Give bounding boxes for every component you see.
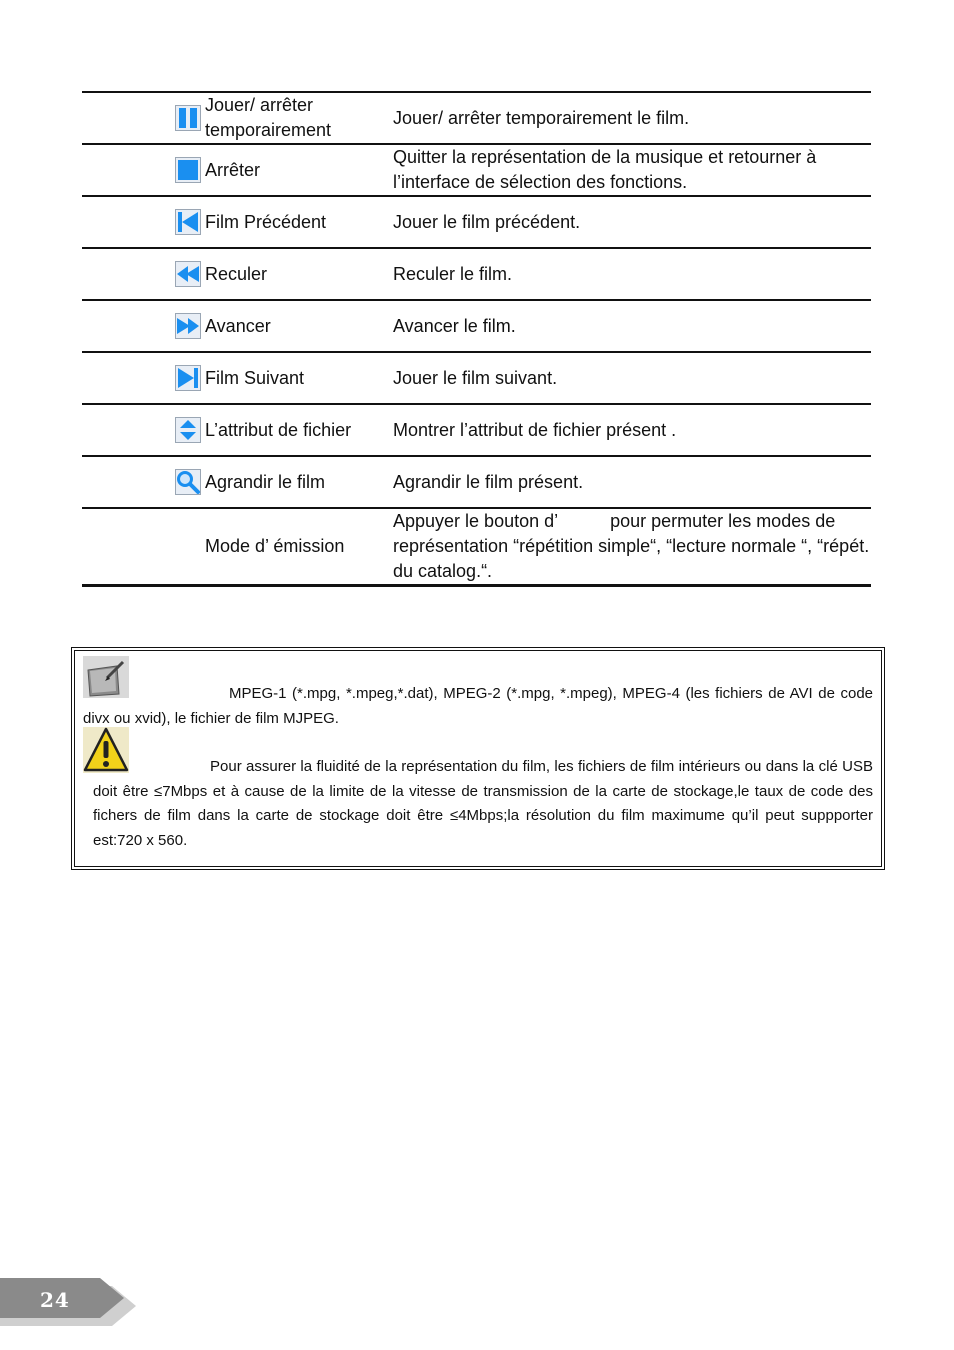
control-name: Film Précédent: [205, 211, 327, 232]
fast-forward-icon: [175, 313, 201, 339]
control-name: Reculer: [205, 263, 268, 284]
note-text: MPEG-1 (*.mpg, *.mpeg,*.dat), MPEG-2 (*.mpg, *.mpeg), MPEG-4 (les fichiers de AVI de code divx ou xvid), le fichier de film MJPEG.: [83, 685, 873, 727]
description-part: Appuyer le bouton d’: [393, 511, 559, 531]
table-row: [82, 144, 871, 196]
control-description: Agrandir le film présent.: [393, 471, 584, 492]
control-description: Montrer l’attribut de fichier présent .: [393, 419, 677, 440]
table-row: [82, 300, 871, 352]
controls-table: [82, 91, 871, 587]
control-name: Mode d’ émission: [205, 536, 345, 556]
page-number: 24: [40, 1288, 70, 1312]
control-description: Quitter la représentation de la musique et retourner à l’interface de sélection des fonctions.: [393, 147, 817, 192]
control-name: Avancer: [205, 315, 271, 336]
control-description: Jouer/ arrêter temporairement le film.: [393, 107, 690, 128]
control-name: Film Suivant: [205, 367, 305, 388]
table-row: [82, 248, 871, 300]
previous-icon: [175, 209, 201, 235]
table-row: [82, 352, 871, 404]
pause-icon: [175, 105, 201, 131]
table-row: [82, 196, 871, 248]
warning-text: Pour assurer la fluidité de la représentation du film, les fichiers de film intérieurs ou dans la clé USB doit être ≤7Mbps et à cause de la limite de la vitesse de transmission de la carte de stockage,le taux de code des fichers de film dans la carte de stockage doit être ≤4Mbps;la résolution du film maximume qu’il peut suppporter est:720 x 560.: [93, 758, 873, 849]
control-name: Agrandir le film: [205, 471, 326, 492]
stop-icon: [175, 157, 201, 183]
rewind-icon: [175, 261, 201, 287]
next-icon: [175, 365, 201, 391]
control-description: Avancer le film.: [393, 315, 516, 336]
control-description: Jouer le film précédent.: [393, 211, 581, 232]
table-row: [82, 508, 871, 586]
control-name: Arrêter: [205, 159, 261, 180]
zoom-icon: [175, 469, 201, 495]
notes-box: [71, 647, 885, 870]
note-paragraph: [83, 681, 873, 731]
warning-paragraph: [93, 755, 873, 853]
description-part: pour permuter les modes de représentation “répétition simple“, “lecture normale “, “répét. du catalog.“.: [393, 511, 870, 581]
control-name: Jouer/ arrêter temporairement: [205, 95, 332, 140]
control-description: Reculer le film.: [393, 263, 513, 284]
file-attribute-icon: [175, 417, 201, 443]
table-row: [82, 92, 871, 144]
table-row: [82, 456, 871, 508]
control-description: Jouer le film suivant.: [393, 367, 558, 388]
control-description: [393, 508, 871, 586]
control-name: L’attribut de fichier: [205, 419, 352, 440]
table-row: [82, 404, 871, 456]
